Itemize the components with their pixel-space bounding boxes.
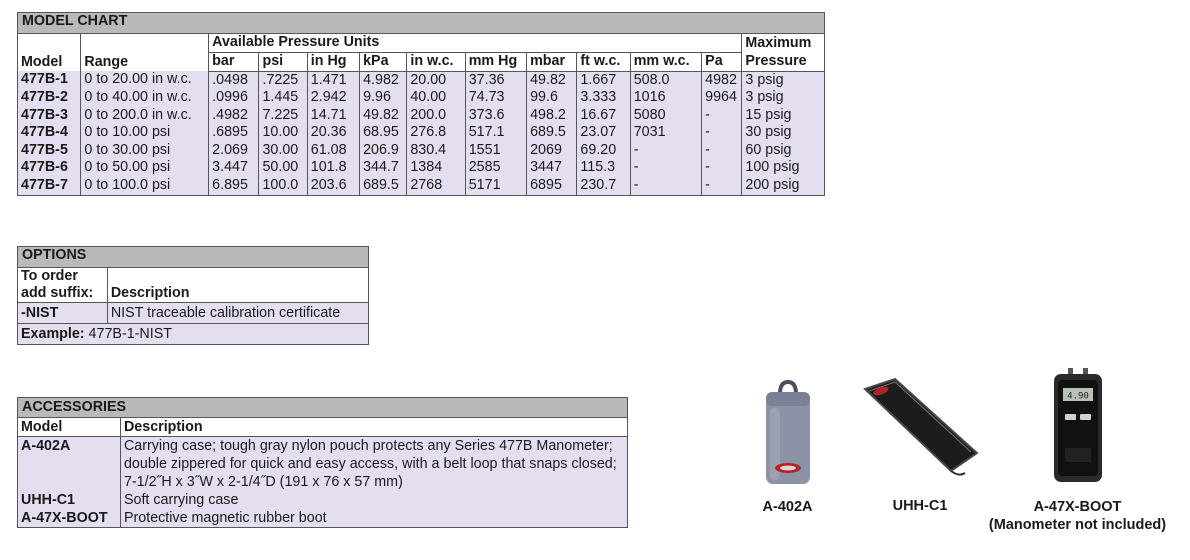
value-cell: 6895 — [527, 177, 577, 195]
value-cell: 23.07 — [577, 124, 630, 142]
value-cell: 40.00 — [407, 89, 465, 107]
value-cell: 50.00 — [259, 159, 307, 177]
value-cell: .0996 — [209, 89, 259, 107]
col-header-mbar: mbar — [527, 53, 577, 72]
value-cell: 689.5 — [360, 177, 407, 195]
value-cell: 1.445 — [259, 89, 307, 107]
value-cell: - — [702, 107, 742, 125]
model-cell: 477B-3 — [18, 107, 81, 125]
options-title: OPTIONS — [18, 247, 369, 268]
value-cell: 9964 — [702, 89, 742, 107]
option-description: NIST traceable calibration certificate — [107, 303, 368, 324]
col-header-range: Range — [81, 34, 209, 72]
product-caption: UHH-C1 — [892, 498, 948, 514]
value-cell: 1016 — [630, 89, 701, 107]
col-header-bar: bar — [209, 53, 259, 72]
col-header-in-wc: in w.c. — [407, 53, 465, 72]
option-suffix: -NIST — [18, 303, 108, 324]
value-cell: 7.225 — [259, 107, 307, 125]
table-row — [18, 124, 825, 142]
value-cell: 30 psig — [742, 124, 825, 142]
table-row — [18, 89, 825, 107]
product-uhh-c1 — [855, 375, 985, 515]
value-cell: .7225 — [259, 71, 307, 89]
value-cell: 1.667 — [577, 71, 630, 89]
col-header-max-line1: Maximum — [742, 34, 825, 53]
value-cell: 101.8 — [307, 159, 359, 177]
device-display-readout: 4.90 — [1066, 391, 1089, 402]
example-label: Example: — [21, 325, 85, 342]
model-cell: 477B-4 — [18, 124, 81, 142]
product-caption-note: (Manometer not included) — [988, 517, 1167, 533]
value-cell: 9.96 — [360, 89, 407, 107]
example-value: 477B-1-NIST — [84, 325, 172, 342]
value-cell: 5080 — [630, 107, 701, 125]
value-cell: 276.8 — [407, 124, 465, 142]
value-cell: - — [702, 177, 742, 195]
value-cell: 49.82 — [360, 107, 407, 125]
accessories-table — [17, 397, 628, 528]
value-cell: 373.6 — [465, 107, 526, 125]
value-cell: 7031 — [630, 124, 701, 142]
value-cell: 60 psig — [742, 142, 825, 160]
value-cell: 20.00 — [407, 71, 465, 89]
value-cell: 14.71 — [307, 107, 359, 125]
value-cell: 1.471 — [307, 71, 359, 89]
value-cell: 2768 — [407, 177, 465, 195]
product-a402a — [740, 380, 835, 516]
col-header-kpa: kPa — [360, 53, 407, 72]
value-cell: 4982 — [702, 71, 742, 89]
value-cell: 3.447 — [209, 159, 259, 177]
range-cell: 0 to 200.0 in w.c. — [81, 107, 209, 125]
value-cell: .4982 — [209, 107, 259, 125]
acc-description: Carrying case; tough gray nylon pouch protects any Series 477B Manometer; double zippered for quick and easy access, with a belt loop that snaps closed; 7-1/2˝H x 3˝W x 2-1/4˝D (191 x 76 x 57 mm) — [120, 437, 627, 492]
value-cell: - — [702, 159, 742, 177]
value-cell: 2.069 — [209, 142, 259, 160]
value-cell: - — [702, 142, 742, 160]
value-cell: 100.0 — [259, 177, 307, 195]
range-cell: 0 to 20.00 in w.c. — [81, 71, 209, 89]
value-cell: 200 psig — [742, 177, 825, 195]
range-cell: 0 to 100.0 psi — [81, 177, 209, 195]
value-cell: 830.4 — [407, 142, 465, 160]
value-cell: 2585 — [465, 159, 526, 177]
value-cell: 1384 — [407, 159, 465, 177]
col-header-acc-model: Model — [18, 418, 121, 437]
acc-model: A-47X-BOOT — [18, 509, 121, 528]
table-row — [18, 509, 628, 528]
value-cell: 4.982 — [360, 71, 407, 89]
col-header-psi: psi — [259, 53, 307, 72]
table-row — [18, 491, 628, 509]
value-cell: 16.67 — [577, 107, 630, 125]
col-header-suffix-line1: To order — [21, 268, 78, 284]
col-group-available-units: Available Pressure Units — [209, 34, 742, 53]
rubber-boot-icon — [1048, 368, 1108, 486]
product-caption: A-47X-BOOT — [1033, 499, 1122, 515]
value-cell: 2.942 — [307, 89, 359, 107]
value-cell: 344.7 — [360, 159, 407, 177]
value-cell: 206.9 — [360, 142, 407, 160]
value-cell: .6895 — [209, 124, 259, 142]
value-cell: 230.7 — [577, 177, 630, 195]
value-cell: 74.73 — [465, 89, 526, 107]
model-cell: 477B-2 — [18, 89, 81, 107]
model-chart-title: MODEL CHART — [18, 13, 825, 34]
col-header-pa: Pa — [702, 53, 742, 72]
value-cell: 68.95 — [360, 124, 407, 142]
value-cell: - — [630, 142, 701, 160]
value-cell: 61.08 — [307, 142, 359, 160]
range-cell: 0 to 50.00 psi — [81, 159, 209, 177]
options-example — [18, 324, 369, 345]
col-header-mm-wc: mm w.c. — [630, 53, 701, 72]
col-header-max-pressure: Pressure — [742, 53, 825, 72]
value-cell: 203.6 — [307, 177, 359, 195]
product-caption: A-402A — [762, 499, 813, 515]
col-header-model: Model — [18, 34, 81, 72]
model-cell: 477B-5 — [18, 142, 81, 160]
col-header-suffix-line2: add suffix: — [21, 285, 94, 301]
value-cell: 498.2 — [527, 107, 577, 125]
value-cell: 99.6 — [527, 89, 577, 107]
value-cell: - — [702, 124, 742, 142]
model-cell: 477B-1 — [18, 71, 81, 89]
col-header-description: Description — [107, 268, 368, 303]
value-cell: 115.3 — [577, 159, 630, 177]
value-cell: 200.0 — [407, 107, 465, 125]
table-row — [18, 142, 825, 160]
value-cell: 2069 — [527, 142, 577, 160]
table-row — [18, 107, 825, 125]
model-cell: 477B-7 — [18, 177, 81, 195]
range-cell: 0 to 40.00 in w.c. — [81, 89, 209, 107]
acc-model: A-402A — [18, 437, 121, 492]
value-cell: 30.00 — [259, 142, 307, 160]
value-cell: 517.1 — [465, 124, 526, 142]
value-cell: 3.333 — [577, 89, 630, 107]
table-row — [18, 177, 825, 195]
range-cell: 0 to 10.00 psi — [81, 124, 209, 142]
model-cell: 477B-6 — [18, 159, 81, 177]
table-row — [18, 71, 825, 89]
accessories-title: ACCESSORIES — [18, 398, 628, 418]
table-row — [18, 159, 825, 177]
col-header-acc-description: Description — [120, 418, 627, 437]
black-soft-case-icon — [859, 375, 981, 479]
options-table — [17, 246, 369, 345]
acc-description: Soft carrying case — [120, 491, 627, 509]
value-cell: 3447 — [527, 159, 577, 177]
col-header-mm-hg: mm Hg — [465, 53, 526, 72]
value-cell: 6.895 — [209, 177, 259, 195]
acc-description: Protective magnetic rubber boot — [120, 509, 627, 528]
value-cell: - — [630, 159, 701, 177]
value-cell: 3 psig — [742, 71, 825, 89]
model-chart-table — [17, 12, 825, 196]
col-header-ft-wc: ft w.c. — [577, 53, 630, 72]
value-cell: 3 psig — [742, 89, 825, 107]
col-header-in-hg: in Hg — [307, 53, 359, 72]
range-cell: 0 to 30.00 psi — [81, 142, 209, 160]
value-cell: 20.36 — [307, 124, 359, 142]
value-cell: 100 psig — [742, 159, 825, 177]
value-cell: 508.0 — [630, 71, 701, 89]
value-cell: 5171 — [465, 177, 526, 195]
value-cell: 1551 — [465, 142, 526, 160]
gray-pouch-icon — [758, 380, 818, 488]
value-cell: .0498 — [209, 71, 259, 89]
table-row — [18, 437, 628, 492]
value-cell: 10.00 — [259, 124, 307, 142]
value-cell: - — [630, 177, 701, 195]
value-cell: 37.36 — [465, 71, 526, 89]
product-a47x-boot — [975, 368, 1180, 534]
col-header-suffix — [18, 268, 108, 303]
acc-model: UHH-C1 — [18, 491, 121, 509]
value-cell: 69.20 — [577, 142, 630, 160]
value-cell: 49.82 — [527, 71, 577, 89]
value-cell: 689.5 — [527, 124, 577, 142]
value-cell: 15 psig — [742, 107, 825, 125]
